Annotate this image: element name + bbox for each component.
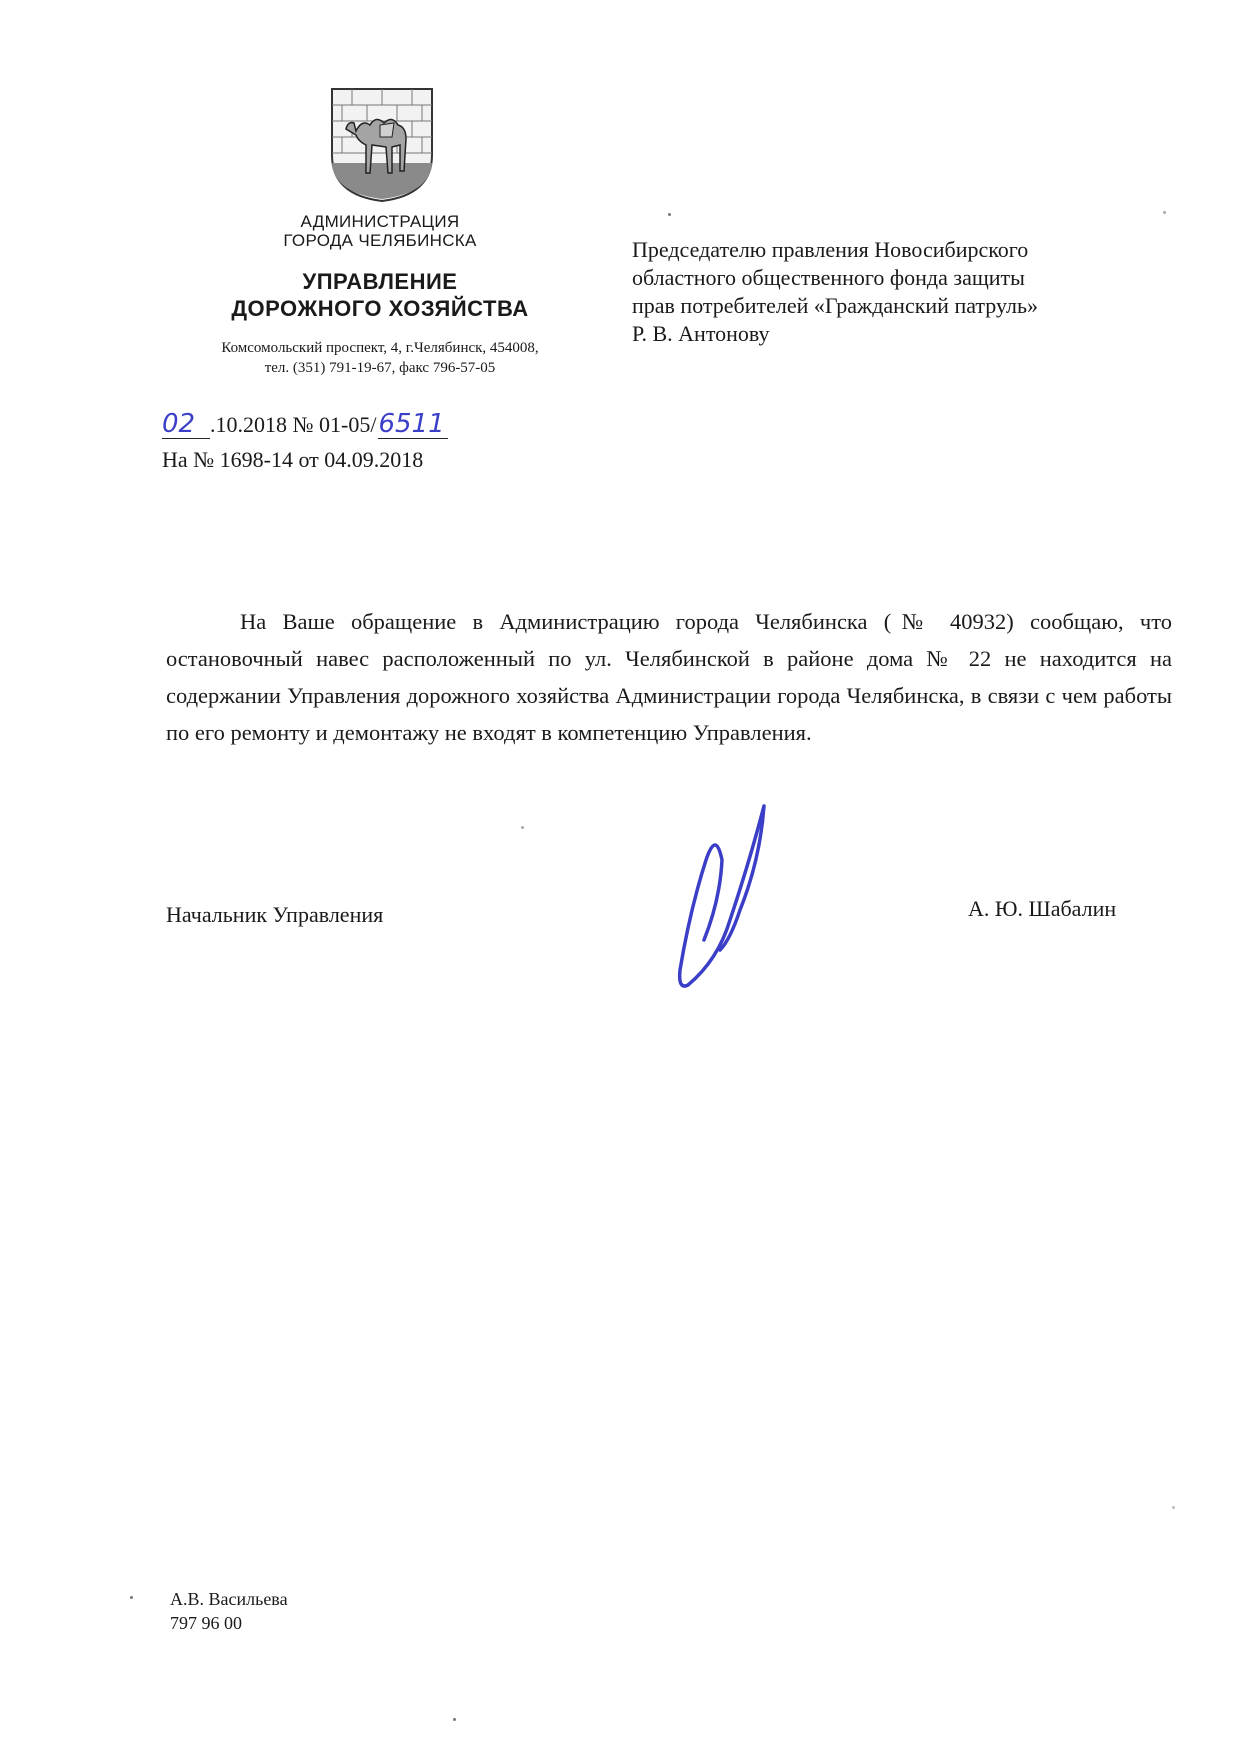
sender-address: Комсомольский проспект, 4, г.Челябинск, 454008, bbox=[221, 340, 539, 356]
scan-speck bbox=[1163, 211, 1166, 214]
recipient-line1: Председателю правления Новосибирского bbox=[632, 237, 1029, 262]
outgoing-reference bbox=[162, 410, 448, 439]
executor-phone: 797 96 00 bbox=[170, 1613, 242, 1633]
handwritten-signature bbox=[660, 800, 790, 990]
coat-of-arms-icon bbox=[322, 85, 442, 205]
handwritten-number: 6511 bbox=[378, 410, 448, 439]
department-line1: УПРАВЛЕНИЕ bbox=[302, 269, 458, 294]
executor-block bbox=[170, 1587, 288, 1635]
department-title bbox=[160, 268, 600, 322]
recipient-line3: прав потребителей «Гражданский патруль» bbox=[632, 293, 1039, 318]
scan-speck bbox=[521, 826, 524, 829]
sender-address-block bbox=[150, 338, 610, 378]
recipient-name: Р. В. Антонову bbox=[632, 321, 770, 346]
sender-line1: АДМИНИСТРАЦИЯ bbox=[300, 212, 460, 231]
sender-phones: тел. (351) 791-19-67, факс 796-57-05 bbox=[264, 360, 496, 376]
scan-speck bbox=[668, 213, 671, 216]
department-line2: ДОРОЖНОГО ХОЗЯЙСТВА bbox=[231, 296, 529, 321]
recipient-line2: областного общественного фонда защиты bbox=[632, 265, 1025, 290]
scan-speck bbox=[1172, 1506, 1175, 1509]
executor-name: А.В. Васильева bbox=[170, 1589, 288, 1609]
recipient-block bbox=[632, 236, 1192, 348]
handwritten-day: 02 bbox=[162, 410, 210, 439]
signatory-position: Начальник Управления bbox=[166, 902, 384, 927]
scan-speck bbox=[453, 1718, 456, 1721]
reference-date: .10.2018 № 01-05/ bbox=[210, 412, 377, 437]
sender-admin-line bbox=[220, 212, 540, 250]
reply-to-reference: На № 1698-14 от 04.09.2018 bbox=[162, 447, 424, 472]
scan-speck bbox=[130, 1596, 133, 1599]
signatory-name: А. Ю. Шабалин bbox=[968, 896, 1117, 921]
sender-line2: ГОРОДА ЧЕЛЯБИНСКА bbox=[283, 231, 477, 250]
letter-body: На Ваше обращение в Администрацию города Челябинска (№ 40932) сообщаю, что остановочный навес расположенный по ул. Челябинской в районе дома № 22 не находится на содержании Управления дорожного хозяйства Администрации города Челябинска, в связи с чем работы по его ремонту и демонтажу не входят в компетенцию Управления. bbox=[166, 609, 1172, 745]
